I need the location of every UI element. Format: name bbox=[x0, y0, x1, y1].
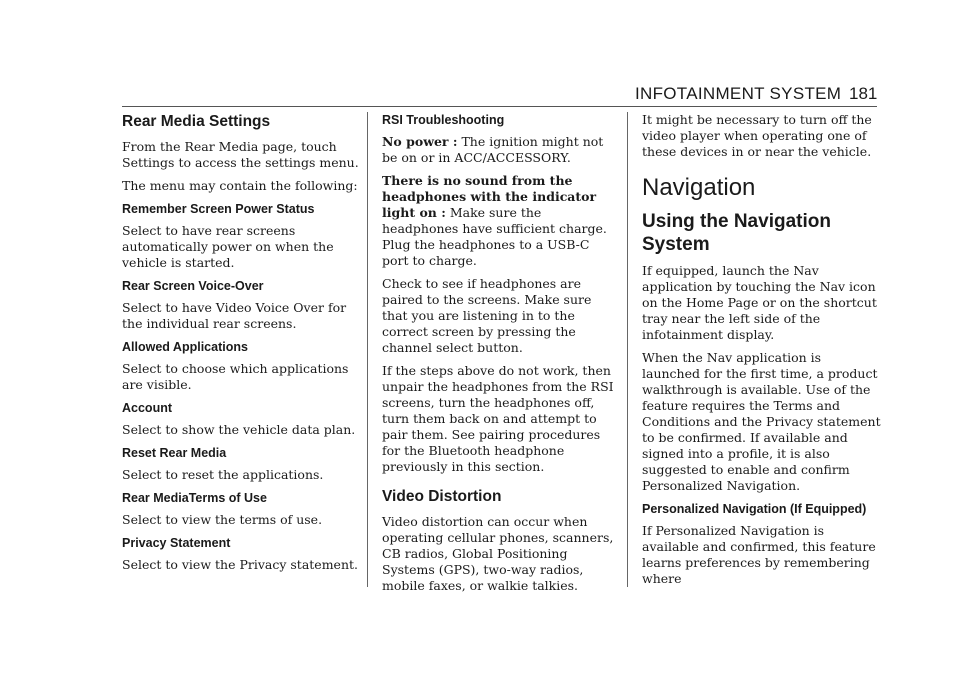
paragraph: Video distortion can occur when operating cellular phones, scanners, CB radios, Global Positioning Systems (GPS), two-way radios, mobile faxes, or walkie talkies. bbox=[382, 514, 614, 593]
subheading-remember-screen: Remember Screen Power Status bbox=[122, 202, 315, 216]
rsi-troubleshooting-heading: RSI Troubleshooting bbox=[382, 113, 505, 127]
paragraph: If Personalized Navigation is available and confirmed, this feature learns preferences by remembering where bbox=[642, 523, 876, 586]
header-rule bbox=[122, 106, 877, 107]
column-divider-2 bbox=[627, 112, 628, 587]
paragraph: Select to view the Privacy statement. bbox=[122, 557, 358, 572]
paragraph: The menu may contain the following: bbox=[122, 178, 358, 193]
subheading-voice-over: Rear Screen Voice-Over bbox=[122, 279, 264, 293]
column-3 bbox=[642, 112, 882, 594]
paragraph: Select to have Video Voice Over for the individual rear screens. bbox=[122, 300, 347, 331]
page-number: 181 bbox=[849, 84, 878, 103]
term: No power : bbox=[382, 134, 458, 149]
term-text: The ignition might not be on or in ACC/ACCESSORY. bbox=[382, 134, 604, 165]
paragraph: If the steps above do not work, then unpair the headphones from the RSI screens, turn the headphones off, turn them back on and attempt to pair them. See pairing procedures for the Bluetooth headphone previously in this section. bbox=[382, 363, 614, 474]
video-distortion-heading: Video Distortion bbox=[382, 488, 502, 505]
personalized-navigation-heading: Personalized Navigation (If Equipped) bbox=[642, 502, 867, 516]
section-title: INFOTAINMENT SYSTEM bbox=[635, 84, 842, 103]
paragraph: Select to show the vehicle data plan. bbox=[122, 422, 356, 437]
paragraph: Select to have rear screens automatically power on when the vehicle is started. bbox=[122, 223, 334, 270]
paragraph: If equipped, launch the Nav application by touching the Nav icon on the Home Page or on the shortcut tray near the left side of the infotainment display. bbox=[642, 263, 877, 342]
paragraph: Select to view the terms of use. bbox=[122, 512, 323, 527]
paragraph bbox=[382, 134, 617, 166]
subheading-terms: Rear MediaTerms of Use bbox=[122, 491, 267, 505]
column-divider-1 bbox=[367, 112, 368, 587]
paragraph: Select to reset the applications. bbox=[122, 467, 324, 482]
column-1 bbox=[122, 112, 362, 580]
subheading-account: Account bbox=[122, 401, 172, 415]
term-text: Make sure the headphones have sufficient charge. Plug the headphones to a USB-C port to charge. bbox=[382, 205, 607, 268]
paragraph bbox=[382, 173, 617, 269]
using-navigation-heading: Using the Navigation System bbox=[642, 211, 831, 255]
paragraph: Select to choose which applications are visible. bbox=[122, 361, 349, 392]
term: There is no sound from the headphones with the indicator light on : bbox=[382, 173, 597, 220]
paragraph: When the Nav application is launched for the first time, a product walkthrough is available. Use of the feature requires the Terms and Conditions and the Privacy statement to be confirmed. If available and signed into a profile, it is also suggested to enable and confirm Personalized Navigation. bbox=[642, 350, 881, 493]
column-2 bbox=[382, 112, 617, 601]
subheading-reset: Reset Rear Media bbox=[122, 446, 227, 460]
navigation-heading: Navigation bbox=[642, 174, 756, 201]
subheading-allowed-apps: Allowed Applications bbox=[122, 340, 248, 354]
paragraph: From the Rear Media page, touch Settings to access the settings menu. bbox=[122, 139, 359, 170]
paragraph: It might be necessary to turn off the video player when operating one of these devices in or near the vehicle. bbox=[642, 112, 872, 159]
rear-media-settings-heading: Rear Media Settings bbox=[122, 113, 271, 130]
subheading-privacy: Privacy Statement bbox=[122, 536, 231, 550]
page-header bbox=[0, 84, 960, 106]
paragraph: Check to see if headphones are paired to the screens. Make sure that you are listening in to the correct screen by pressing the channel select button. bbox=[382, 276, 592, 355]
